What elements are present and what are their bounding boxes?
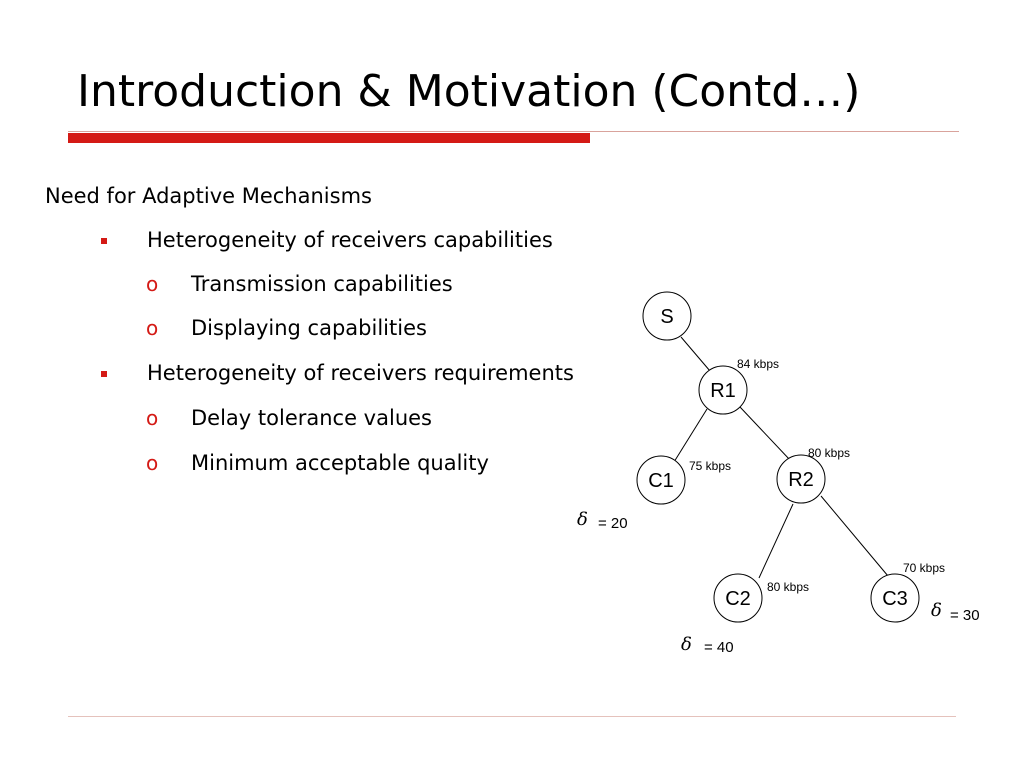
- link-label-r1-c1: 75 kbps: [689, 459, 732, 473]
- delta-symbol-c1: δ: [577, 509, 588, 530]
- sub-bullet-marker: o: [146, 316, 159, 340]
- node-label-c1: C1: [648, 470, 674, 492]
- node-label-r1: R1: [710, 380, 736, 402]
- link-label-s-r1: 84 kbps: [737, 357, 780, 371]
- edge-r1-c1: [674, 409, 707, 462]
- section-heading: Need for Adaptive Mechanisms: [45, 184, 372, 208]
- node-label-r2: R2: [788, 469, 814, 491]
- delta-symbol-c3: δ: [931, 600, 942, 621]
- edge-r2-c3: [821, 496, 888, 576]
- bullet-requirements: Heterogeneity of receivers requirements: [147, 361, 574, 385]
- sub-bullet-marker: o: [146, 451, 159, 475]
- node-label-c3: C3: [882, 588, 908, 610]
- sub-bullet-displaying: Displaying capabilities: [191, 316, 427, 340]
- footer-rule: [68, 716, 956, 717]
- sub-bullet-transmission: Transmission capabilities: [191, 272, 453, 296]
- edge-r2-c2: [759, 504, 793, 578]
- slide-title: Introduction & Motivation (Contd…): [77, 66, 861, 117]
- delay-value-c1: = 20: [598, 515, 628, 532]
- sub-bullet-marker: o: [146, 272, 159, 296]
- edge-r1-r2: [740, 407, 790, 460]
- link-label-r1-r2: 80 kbps: [808, 446, 851, 460]
- sub-bullet-delay: Delay tolerance values: [191, 406, 432, 430]
- bullet-capabilities: Heterogeneity of receivers capabilities: [147, 228, 553, 252]
- edge-s-r1: [681, 337, 710, 371]
- link-label-r2-c2: 80 kbps: [767, 580, 810, 594]
- delay-value-c2: = 40: [704, 639, 734, 656]
- sub-bullet-quality: Minimum acceptable quality: [191, 451, 489, 475]
- delta-symbol-c2: δ: [681, 634, 692, 655]
- sub-bullet-marker: o: [146, 406, 159, 430]
- node-label-c2: C2: [725, 588, 751, 610]
- link-label-r2-c3: 70 kbps: [903, 561, 946, 575]
- node-label-s: S: [660, 306, 674, 328]
- delay-value-c3: = 30: [950, 607, 980, 624]
